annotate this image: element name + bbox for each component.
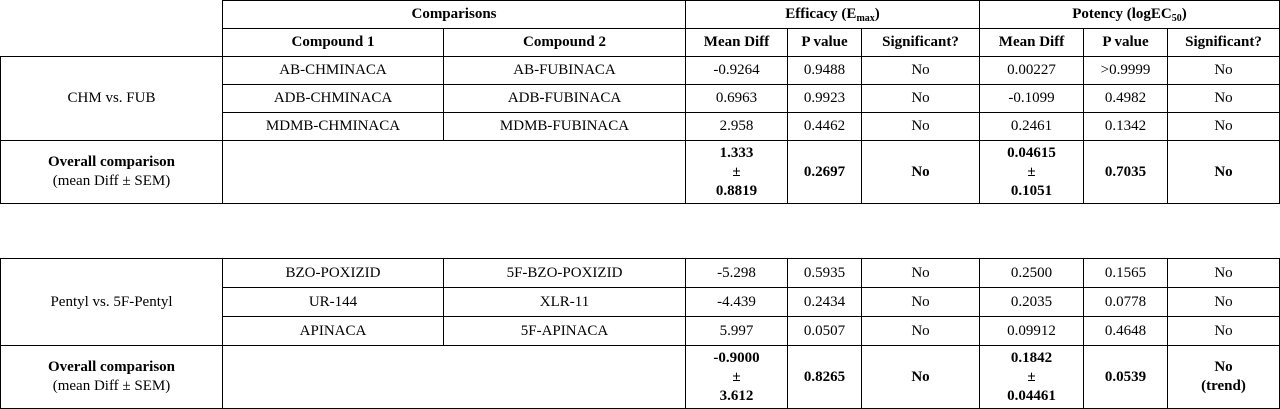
efficacy-significant-cell: No — [862, 317, 980, 346]
overall-efficacy-significant: No — [862, 141, 980, 204]
overall-label — [1, 141, 223, 204]
compound1-cell: BZO-POXIZID — [223, 259, 444, 288]
efficacy-p-value-cell: 0.2434 — [788, 288, 862, 317]
efficacy-mean-diff-cell: 5.997 — [686, 317, 788, 346]
overall-empty-cell — [223, 346, 686, 409]
potency-subscript: 50 — [1171, 12, 1182, 24]
compound2-cell: 5F-BZO-POXIZID — [444, 259, 686, 288]
overall-label-title: Overall comparison — [47, 359, 176, 375]
efficacy-subscript: max — [856, 12, 875, 24]
overall-potency-p-value: 0.7035 — [1084, 141, 1168, 204]
efficacy-mean-diff-cell: -0.9264 — [686, 57, 788, 85]
potency-p-value-cell: 0.1565 — [1084, 259, 1168, 288]
overall-efficacy-pm: ± — [732, 163, 741, 180]
potency-p-value-cell: 0.1342 — [1084, 113, 1168, 141]
overall-potency-mean-diff — [980, 346, 1084, 409]
overall-efficacy-sem: 0.8819 — [715, 182, 758, 199]
header-efficacy-p-value: P value — [788, 29, 862, 57]
overall-label-subtitle: (mean Diff ± SEM) — [52, 173, 171, 189]
header-row-groups — [1, 1, 1280, 29]
potency-significant-cell: No — [1168, 57, 1280, 85]
potency-significant-cell: No — [1168, 288, 1280, 317]
overall-potency-sem: 0.1051 — [1010, 182, 1053, 199]
potency-mean-diff-cell: -0.1099 — [980, 85, 1084, 113]
compound1-cell: APINACA — [223, 317, 444, 346]
potency-mean-diff-cell: 0.09912 — [980, 317, 1084, 346]
overall-potency-significant: No — [1168, 141, 1280, 204]
overall-efficacy-p-value: 0.8265 — [788, 346, 862, 409]
potency-p-value-cell: >0.9999 — [1084, 57, 1168, 85]
overall-potency-sem: 0.04461 — [1007, 387, 1056, 404]
efficacy-p-value-cell: 0.9488 — [788, 57, 862, 85]
efficacy-significant-cell: No — [862, 288, 980, 317]
header-comparisons: Comparisons — [223, 1, 686, 29]
efficacy-significant-cell: No — [862, 259, 980, 288]
potency-p-value-cell: 0.0778 — [1084, 288, 1168, 317]
compound1-cell: MDMB-CHMINACA — [223, 113, 444, 141]
efficacy-significant-cell: No — [862, 85, 980, 113]
potency-text: Potency (logEC — [1072, 5, 1172, 22]
overall-potency-mean: 0.04615 — [1007, 144, 1056, 161]
potency-significant-cell: No — [1168, 113, 1280, 141]
overall-row — [1, 346, 1280, 409]
overall-row — [1, 141, 1280, 204]
comparison-table-pentyl-5f-pentyl — [0, 258, 1280, 409]
compound2-cell: XLR-11 — [444, 288, 686, 317]
potency-mean-diff-cell: 0.2035 — [980, 288, 1084, 317]
overall-efficacy-pm: ± — [732, 368, 741, 385]
header-efficacy-significant: Significant? — [862, 29, 980, 57]
header-efficacy — [686, 1, 980, 29]
header-potency-p-value: P value — [1084, 29, 1168, 57]
empty-corner-2 — [1, 29, 223, 57]
potency-p-value-cell: 0.4648 — [1084, 317, 1168, 346]
efficacy-mean-diff-cell: -4.439 — [686, 288, 788, 317]
efficacy-close: ) — [874, 5, 880, 22]
compound2-cell: AB-FUBINACA — [444, 57, 686, 85]
group-label: CHM vs. FUB — [1, 57, 223, 141]
overall-efficacy-mean-diff — [686, 346, 788, 409]
overall-label — [1, 346, 223, 409]
efficacy-significant-cell: No — [862, 57, 980, 85]
overall-potency-mean: 0.1842 — [1010, 349, 1053, 366]
overall-potency-pm: ± — [1027, 368, 1036, 385]
efficacy-p-value-cell: 0.5935 — [788, 259, 862, 288]
overall-potency-p-value: 0.0539 — [1084, 346, 1168, 409]
overall-efficacy-p-value: 0.2697 — [788, 141, 862, 204]
efficacy-significant-cell: No — [862, 113, 980, 141]
compound1-cell: AB-CHMINACA — [223, 57, 444, 85]
header-potency-significant: Significant? — [1168, 29, 1280, 57]
potency-p-value-cell: 0.4982 — [1084, 85, 1168, 113]
header-compound1: Compound 1 — [223, 29, 444, 57]
potency-mean-diff-cell: 0.2500 — [980, 259, 1084, 288]
overall-potency-significant — [1168, 346, 1280, 409]
overall-empty-cell — [223, 141, 686, 204]
efficacy-text: Efficacy (E — [785, 5, 857, 22]
overall-efficacy-sem: 3.612 — [719, 387, 754, 404]
overall-potency-pm: ± — [1027, 163, 1036, 180]
table-row — [1, 57, 1280, 85]
overall-efficacy-mean-diff — [686, 141, 788, 204]
efficacy-p-value-cell: 0.4462 — [788, 113, 862, 141]
empty-corner — [1, 1, 223, 29]
compound2-cell: MDMB-FUBINACA — [444, 113, 686, 141]
potency-significant-cell: No — [1168, 85, 1280, 113]
group-label: Pentyl vs. 5F-Pentyl — [1, 259, 223, 346]
overall-label-subtitle: (mean Diff ± SEM) — [52, 378, 171, 394]
overall-potency-significant-note: (trend) — [1201, 378, 1246, 394]
header-potency — [980, 1, 1280, 29]
overall-potency-mean-diff — [980, 141, 1084, 204]
potency-significant-cell: No — [1168, 317, 1280, 346]
compound1-cell: UR-144 — [223, 288, 444, 317]
efficacy-mean-diff-cell: -5.298 — [686, 259, 788, 288]
compound2-cell: ADB-FUBINACA — [444, 85, 686, 113]
efficacy-mean-diff-cell: 0.6963 — [686, 85, 788, 113]
header-efficacy-mean-diff: Mean Diff — [686, 29, 788, 57]
table-row — [1, 259, 1280, 288]
potency-significant-cell: No — [1168, 259, 1280, 288]
overall-label-title: Overall comparison — [47, 154, 176, 170]
overall-efficacy-mean: -0.9000 — [713, 349, 760, 366]
overall-efficacy-mean: 1.333 — [719, 144, 754, 161]
efficacy-p-value-cell: 0.0507 — [788, 317, 862, 346]
comparison-table-chm-fub — [0, 0, 1280, 204]
overall-efficacy-significant: No — [862, 346, 980, 409]
compound1-cell: ADB-CHMINACA — [223, 85, 444, 113]
header-compound2: Compound 2 — [444, 29, 686, 57]
potency-mean-diff-cell: 0.00227 — [980, 57, 1084, 85]
header-potency-mean-diff: Mean Diff — [980, 29, 1084, 57]
overall-potency-significant-value: No — [1214, 359, 1233, 375]
compound2-cell: 5F-APINACA — [444, 317, 686, 346]
potency-close: ) — [1181, 5, 1187, 22]
header-row-columns — [1, 29, 1280, 57]
efficacy-p-value-cell: 0.9923 — [788, 85, 862, 113]
efficacy-mean-diff-cell: 2.958 — [686, 113, 788, 141]
potency-mean-diff-cell: 0.2461 — [980, 113, 1084, 141]
